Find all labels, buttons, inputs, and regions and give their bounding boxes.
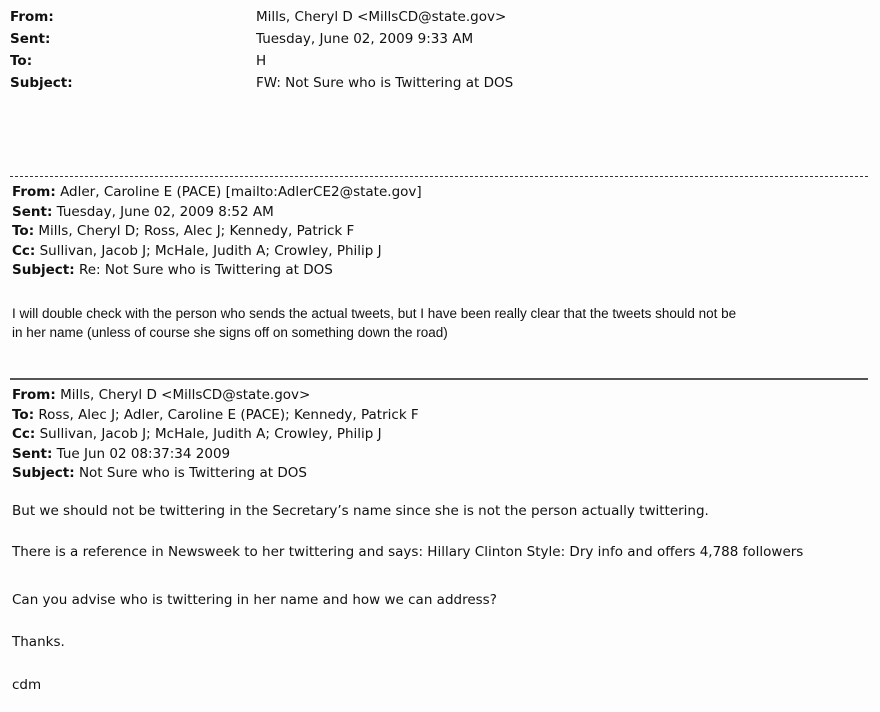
reply-body-line: in her name (unless of course she signs off on something down the road) [12,325,448,340]
reply-subject-label: Subject: [12,262,75,278]
body-paragraph: Thanks. [12,634,65,650]
orig-subject-value: Not Sure who is Twittering at DOS [78,465,307,481]
reply-sent-value: Tuesday, June 02, 2009 8:52 AM [56,203,274,220]
original-header [12,386,419,484]
body-paragraph: Can you advise who is twittering in her name and how we can address? [12,592,497,608]
reply-from-label: From: [12,184,56,200]
reply-sent-label: Sent: [12,203,53,220]
sent-value: Tuesday, June 02, 2009 9:33 AM [256,31,474,47]
reply-from-value: Adler, Caroline E (PACE) [mailto:AdlerCE2@state.gov] [60,184,422,200]
to-value: H [256,53,267,69]
from-label: From: [10,9,54,25]
signature: cdm [12,677,42,693]
from-value: Mills, Cheryl D <MillsCD@state.gov> [256,9,507,25]
orig-sent-label: Sent: [12,445,53,462]
orig-to-label: To: [12,406,35,423]
divider-solid [10,378,868,380]
orig-cc-label: Cc: [12,426,36,442]
sent-label: Sent: [10,31,51,47]
reply-cc-value: Sullivan, Jacob J; McHale, Judith A; Crowley, Philip J [39,242,382,259]
reply-to-value: Mills, Cheryl D; Ross, Alec J; Kennedy, Patrick F [38,223,355,239]
orig-from-label: From: [12,387,56,403]
body-paragraph: There is a reference in Newsweek to her twittering and says: Hillary Clinton Style: Dry info and offers 4,788 followers [12,544,804,560]
orig-sent-value: Tue Jun 02 08:37:34 2009 [56,445,231,462]
reply-body [12,304,736,342]
subject-value: FW: Not Sure who is Twittering at DOS [256,75,514,91]
orig-to-value: Ross, Alec J; Adler, Caroline E (PACE); Kennedy, Patrick F [38,406,419,423]
to-label: To: [10,53,33,69]
reply-header [12,183,422,281]
body-paragraph: But we should not be twittering in the Secretary’s name since she is not the person actually twittering. [12,503,709,519]
reply-subject-value: Re: Not Sure who is Twittering at DOS [78,262,333,278]
reply-to-label: To: [12,223,35,239]
orig-cc-value: Sullivan, Jacob J; McHale, Judith A; Crowley, Philip J [39,426,382,442]
orig-from-value: Mills, Cheryl D <MillsCD@state.gov> [60,387,311,403]
reply-cc-label: Cc: [12,242,36,259]
subject-label: Subject: [10,75,73,91]
orig-subject-label: Subject: [12,465,75,481]
divider-dashed [10,176,868,177]
reply-body-line: I will double check with the person who sends the actual tweets, but I have been really clear that the tweets should not be [12,306,737,321]
